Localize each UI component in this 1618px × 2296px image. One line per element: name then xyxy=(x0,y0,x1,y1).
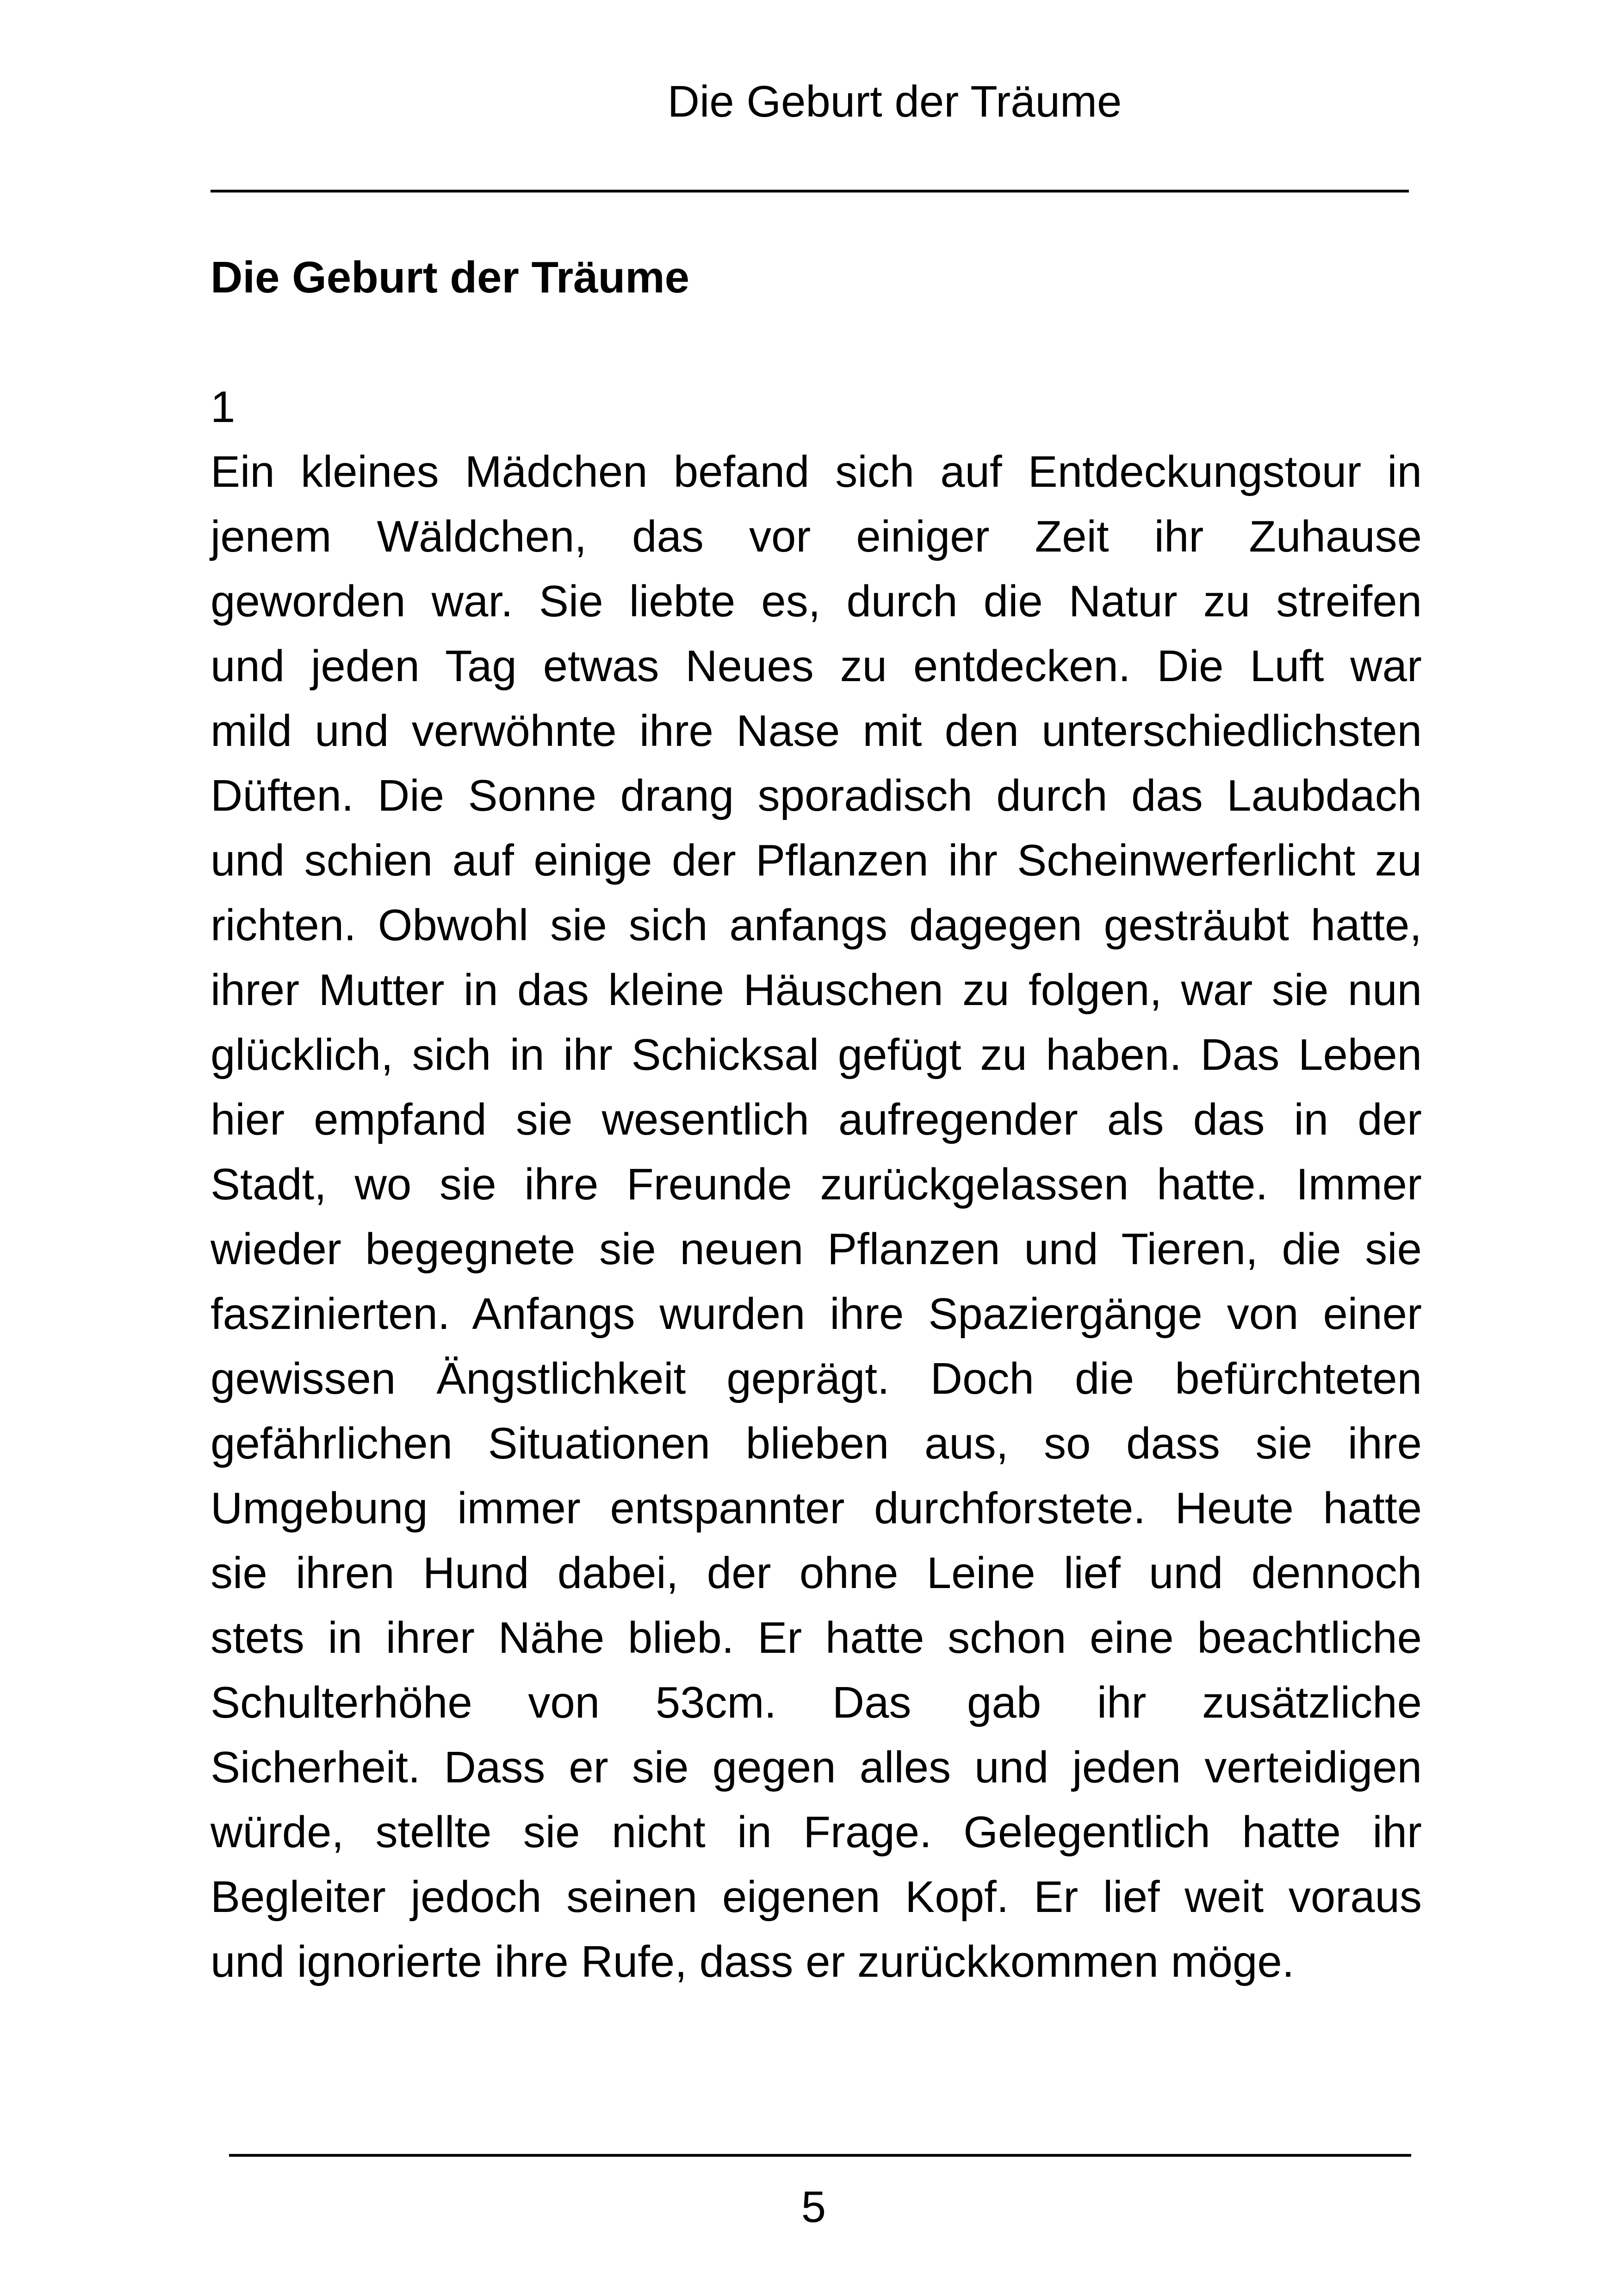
body-line: faszinierten. Anfangs wurden ihre Spaziergänge von einer xyxy=(211,1289,1422,1339)
chapter-title: Die Geburt der Träume xyxy=(211,253,689,302)
body-line: glücklich, sich in ihr Schicksal gefügt zu haben. Das Leben xyxy=(211,1030,1422,1080)
running-header: Die Geburt der Träume xyxy=(667,77,1122,126)
body-line: gewissen Ängstlichkeit geprägt. Doch die befürchteten xyxy=(211,1354,1422,1403)
body-line: Umgebung immer entspannter durchforstete. Heute hatte xyxy=(211,1483,1422,1533)
body-line: Begleiter jedoch seinen eigenen Kopf. Er lief weit voraus xyxy=(211,1872,1422,1922)
body-line: Sicherheit. Dass er sie gegen alles und jeden verteidigen xyxy=(211,1743,1422,1792)
footer-divider xyxy=(229,2154,1411,2157)
page-number: 5 xyxy=(801,2182,826,2232)
body-line: hier empfand sie wesentlich aufregender als das in der xyxy=(211,1095,1422,1144)
body-line: Düften. Die Sonne drang sporadisch durch das Laubdach xyxy=(211,771,1422,820)
body-text xyxy=(211,440,1422,1994)
body-line: jenem Wäldchen, das vor einiger Zeit ihr Zuhause xyxy=(211,512,1422,561)
body-line: sie ihren Hund dabei, der ohne Leine lief und dennoch xyxy=(211,1548,1422,1598)
body-line: wieder begegnete sie neuen Pflanzen und Tieren, die sie xyxy=(211,1224,1422,1274)
body-line: Schulterhöhe von 53cm. Das gab ihr zusätzliche xyxy=(211,1678,1422,1727)
body-line: und schien auf einige der Pflanzen ihr Scheinwerferlicht zu xyxy=(211,836,1422,885)
body-line: richten. Obwohl sie sich anfangs dagegen gesträubt hatte, xyxy=(211,900,1422,950)
body-line: Stadt, wo sie ihre Freunde zurückgelassen hatte. Immer xyxy=(211,1160,1422,1209)
body-line: stets in ihrer Nähe blieb. Er hatte schon eine beachtliche xyxy=(211,1613,1422,1663)
header-divider xyxy=(211,190,1409,192)
body-line: und ignorierte ihre Rufe, dass er zurückkommen möge. xyxy=(211,1937,1295,1986)
body-line: würde, stellte sie nicht in Frage. Gelegentlich hatte ihr xyxy=(211,1807,1422,1857)
body-line: ihrer Mutter in das kleine Häuschen zu folgen, war sie nun xyxy=(211,965,1422,1015)
body-line: Ein kleines Mädchen befand sich auf Entdeckungstour in xyxy=(211,447,1422,496)
body-line: mild und verwöhnte ihre Nase mit den unterschiedlichsten xyxy=(211,706,1422,756)
body-line: gefährlichen Situationen blieben aus, so dass sie ihre xyxy=(211,1419,1422,1468)
body-line: und jeden Tag etwas Neues zu entdecken. Die Luft war xyxy=(211,641,1422,691)
body-line: geworden war. Sie liebte es, durch die Natur zu streifen xyxy=(211,577,1422,626)
section-number: 1 xyxy=(211,382,236,432)
